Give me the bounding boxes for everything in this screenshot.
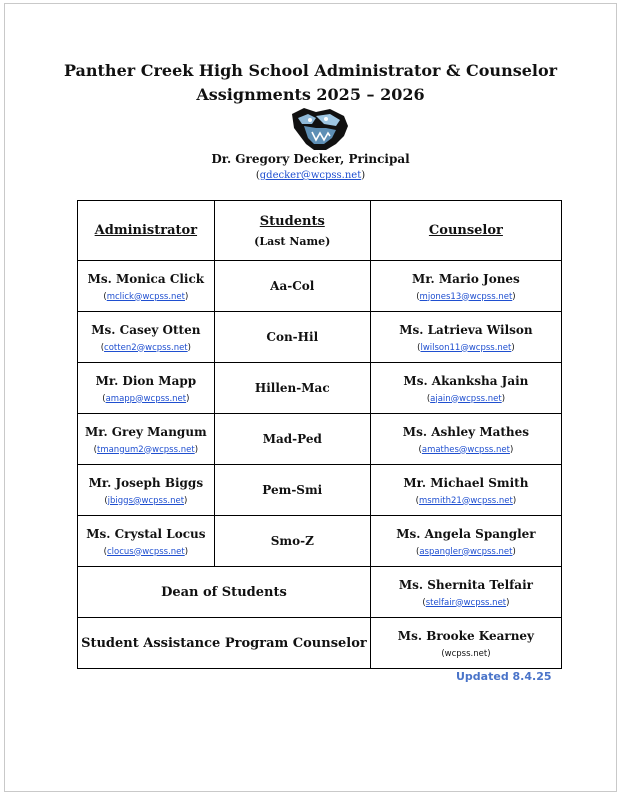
counselor-cell bbox=[370, 414, 561, 465]
principal-email-wrapper: (gdecker@wcpss.net) bbox=[255, 170, 366, 181]
principal-name: Dr. Gregory Decker, Principal bbox=[211, 152, 410, 166]
counselor-email-link[interactable]: amathes@wcpss.net bbox=[421, 444, 510, 455]
admin-email-link[interactable]: clocus@wcpss.net bbox=[106, 546, 185, 557]
admin-email-link[interactable]: tmangum2@wcpss.net bbox=[96, 444, 195, 455]
admin-name: Mr. Dion Mapp bbox=[95, 373, 197, 388]
range-cell bbox=[214, 516, 370, 567]
admin-email-wrapper: (mclick@wcpss.net) bbox=[103, 291, 189, 302]
counselor-email-link[interactable]: mjones13@wcpss.net bbox=[419, 291, 513, 302]
table-row bbox=[78, 363, 562, 414]
counselor-email-link[interactable]: ajain@wcpss.net bbox=[430, 393, 502, 404]
range-cell bbox=[214, 363, 370, 414]
counselor-email-link[interactable]: msmith21@wcpss.net bbox=[418, 495, 513, 506]
counselor-cell bbox=[370, 261, 561, 312]
counselor-email-wrapper: (mjones13@wcpss.net) bbox=[416, 291, 516, 302]
dean-email-wrapper: (stelfair@wcpss.net) bbox=[422, 597, 510, 608]
student-range: Aa-Col bbox=[270, 279, 315, 293]
header-administrator: Administrator bbox=[94, 223, 198, 238]
admin-email-wrapper: (cotten2@wcpss.net) bbox=[100, 342, 191, 353]
admin-email-wrapper: (clocus@wcpss.net) bbox=[103, 546, 189, 557]
admin-cell bbox=[78, 465, 215, 516]
principal-email-link[interactable]: gdecker@wcpss.net bbox=[259, 170, 362, 181]
student-range: Pem-Smi bbox=[262, 483, 323, 497]
counselor-name: Mr. Mario Jones bbox=[412, 271, 520, 286]
admin-cell bbox=[78, 516, 215, 567]
counselor-email-wrapper: (lwilson11@wcpss.net) bbox=[417, 342, 515, 353]
counselor-cell bbox=[370, 312, 561, 363]
student-range: Smo-Z bbox=[270, 534, 314, 548]
admin-email-link[interactable]: jbiggs@wcpss.net bbox=[107, 495, 185, 506]
header-administrator-cell bbox=[78, 201, 215, 261]
table-row bbox=[78, 465, 562, 516]
range-cell bbox=[214, 465, 370, 516]
updated-date: Updated 8.4.25 bbox=[456, 670, 552, 683]
admin-name: Ms. Monica Click bbox=[87, 271, 205, 286]
counselor-name: Ms. Latrieva Wilson bbox=[399, 322, 533, 337]
counselor-cell bbox=[370, 363, 561, 414]
counselor-email-wrapper: (aspangler@wcpss.net) bbox=[416, 546, 516, 557]
admin-cell bbox=[78, 261, 215, 312]
admin-email-link[interactable]: cotten2@wcpss.net bbox=[104, 342, 188, 353]
counselor-email-wrapper: (amathes@wcpss.net) bbox=[418, 444, 514, 455]
dean-row bbox=[78, 567, 562, 618]
header-counselor-cell bbox=[370, 201, 561, 261]
table-row bbox=[78, 312, 562, 363]
student-range: Con-Hil bbox=[266, 330, 319, 344]
admin-cell bbox=[78, 414, 215, 465]
sap-cell bbox=[370, 618, 561, 669]
range-cell bbox=[214, 261, 370, 312]
document-title-line1: Panther Creek High School Administrator & Counselor bbox=[63, 61, 558, 80]
sap-name: Ms. Brooke Kearney bbox=[397, 628, 535, 643]
table-row bbox=[78, 261, 562, 312]
admin-name: Mr. Grey Mangum bbox=[84, 424, 207, 439]
panther-head-logo-icon bbox=[286, 106, 352, 152]
dean-email-link[interactable]: stelfair@wcpss.net bbox=[425, 597, 507, 608]
counselor-cell bbox=[370, 465, 561, 516]
header-students-cell bbox=[214, 201, 370, 261]
header-counselor: Counselor bbox=[428, 223, 503, 238]
dean-cell bbox=[370, 567, 561, 618]
range-cell bbox=[214, 414, 370, 465]
counselor-email-link[interactable]: aspangler@wcpss.net bbox=[419, 546, 513, 557]
admin-name: Mr. Joseph Biggs bbox=[88, 475, 204, 490]
counselor-name: Ms. Ashley Mathes bbox=[402, 424, 530, 439]
document-title-line2: Assignments 2025 – 2026 bbox=[196, 85, 425, 104]
table-row bbox=[78, 516, 562, 567]
student-range: Hillen-Mac bbox=[254, 381, 330, 395]
admin-cell bbox=[78, 312, 215, 363]
assignments-table bbox=[77, 200, 562, 669]
admin-email-wrapper: (amapp@wcpss.net) bbox=[102, 393, 190, 404]
range-cell bbox=[214, 312, 370, 363]
admin-name: Ms. Crystal Locus bbox=[86, 526, 206, 541]
counselor-name: Mr. Michael Smith bbox=[403, 475, 529, 490]
dean-label: Dean of Students bbox=[161, 584, 287, 600]
counselor-name: Ms. Akanksha Jain bbox=[403, 373, 529, 388]
sap-email-wrapper: (wcpss.net) bbox=[441, 648, 491, 659]
table-header-row bbox=[78, 201, 562, 261]
dean-name: Ms. Shernita Telfair bbox=[398, 577, 533, 592]
sap-row bbox=[78, 618, 562, 669]
admin-cell bbox=[78, 363, 215, 414]
admin-email-wrapper: (jbiggs@wcpss.net) bbox=[104, 495, 188, 506]
sap-label: Student Assistance Program Counselor bbox=[81, 635, 367, 651]
counselor-cell bbox=[370, 516, 561, 567]
admin-email-link[interactable]: mclick@wcpss.net bbox=[106, 291, 185, 302]
student-range: Mad-Ped bbox=[262, 432, 322, 446]
table-row bbox=[78, 414, 562, 465]
counselor-email-wrapper: (ajain@wcpss.net) bbox=[426, 393, 506, 404]
counselor-email-link[interactable]: lwilson11@wcpss.net bbox=[420, 342, 512, 353]
sap-label-cell bbox=[78, 618, 371, 669]
dean-label-cell bbox=[78, 567, 371, 618]
header-students: Students bbox=[259, 213, 325, 229]
counselor-name: Ms. Angela Spangler bbox=[396, 526, 536, 541]
counselor-email-wrapper: (msmith21@wcpss.net) bbox=[415, 495, 517, 506]
header-students-sub: (Last Name) bbox=[254, 234, 331, 248]
admin-email-link[interactable]: amapp@wcpss.net bbox=[105, 393, 187, 404]
sap-email: wcpss.net bbox=[444, 648, 488, 659]
admin-email-wrapper: (tmangum2@wcpss.net) bbox=[93, 444, 199, 455]
admin-name: Ms. Casey Otten bbox=[91, 322, 201, 337]
